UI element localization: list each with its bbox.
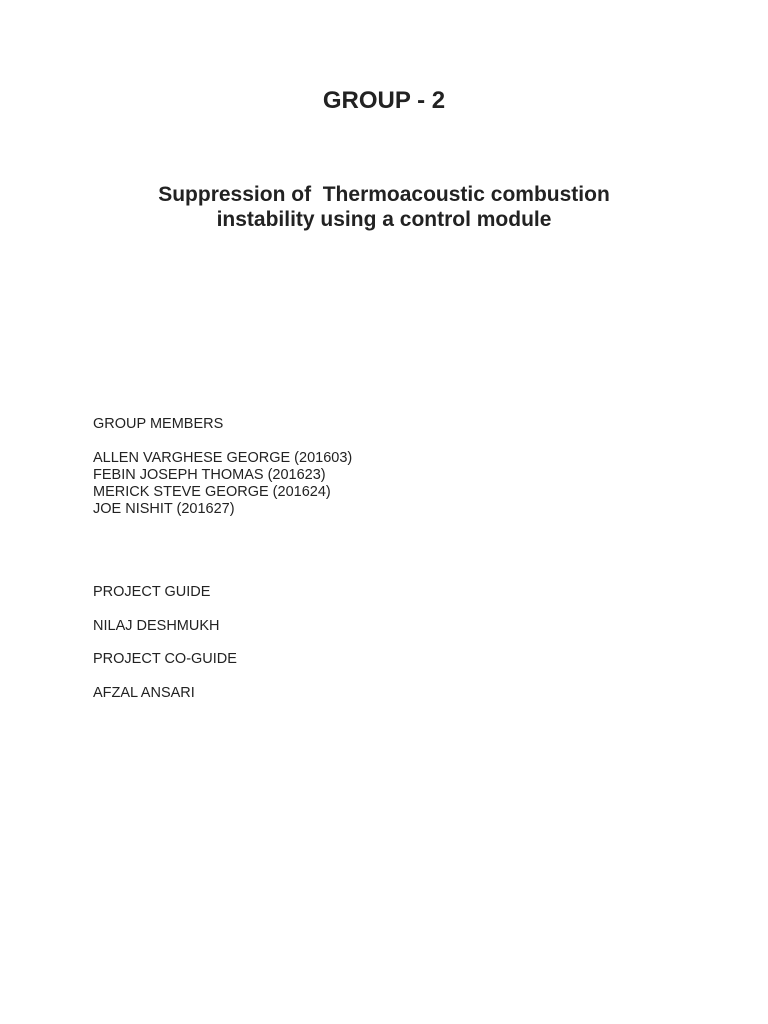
project-coguide-heading: PROJECT CO-GUIDE	[93, 651, 237, 667]
project-title-line-2: instability using a control module	[216, 208, 552, 231]
project-guide-heading: PROJECT GUIDE	[93, 584, 211, 600]
group-members-heading: GROUP MEMBERS	[93, 416, 224, 432]
project-coguide-name: AFZAL ANSARI	[93, 685, 195, 701]
member-item: FEBIN JOSEPH THOMAS (201623)	[93, 467, 326, 483]
member-item: JOE NISHIT (201627)	[93, 501, 235, 517]
group-members-list	[93, 450, 352, 518]
group-title: GROUP - 2	[322, 87, 446, 114]
project-guide-name: NILAJ DESHMUKH	[93, 618, 220, 634]
member-item: ALLEN VARGHESE GEORGE (201603)	[93, 450, 353, 466]
member-item: MERICK STEVE GEORGE (201624)	[93, 484, 331, 500]
project-title	[0, 182, 768, 232]
project-title-line-1: Suppression of Thermoacoustic combustion	[158, 183, 610, 206]
